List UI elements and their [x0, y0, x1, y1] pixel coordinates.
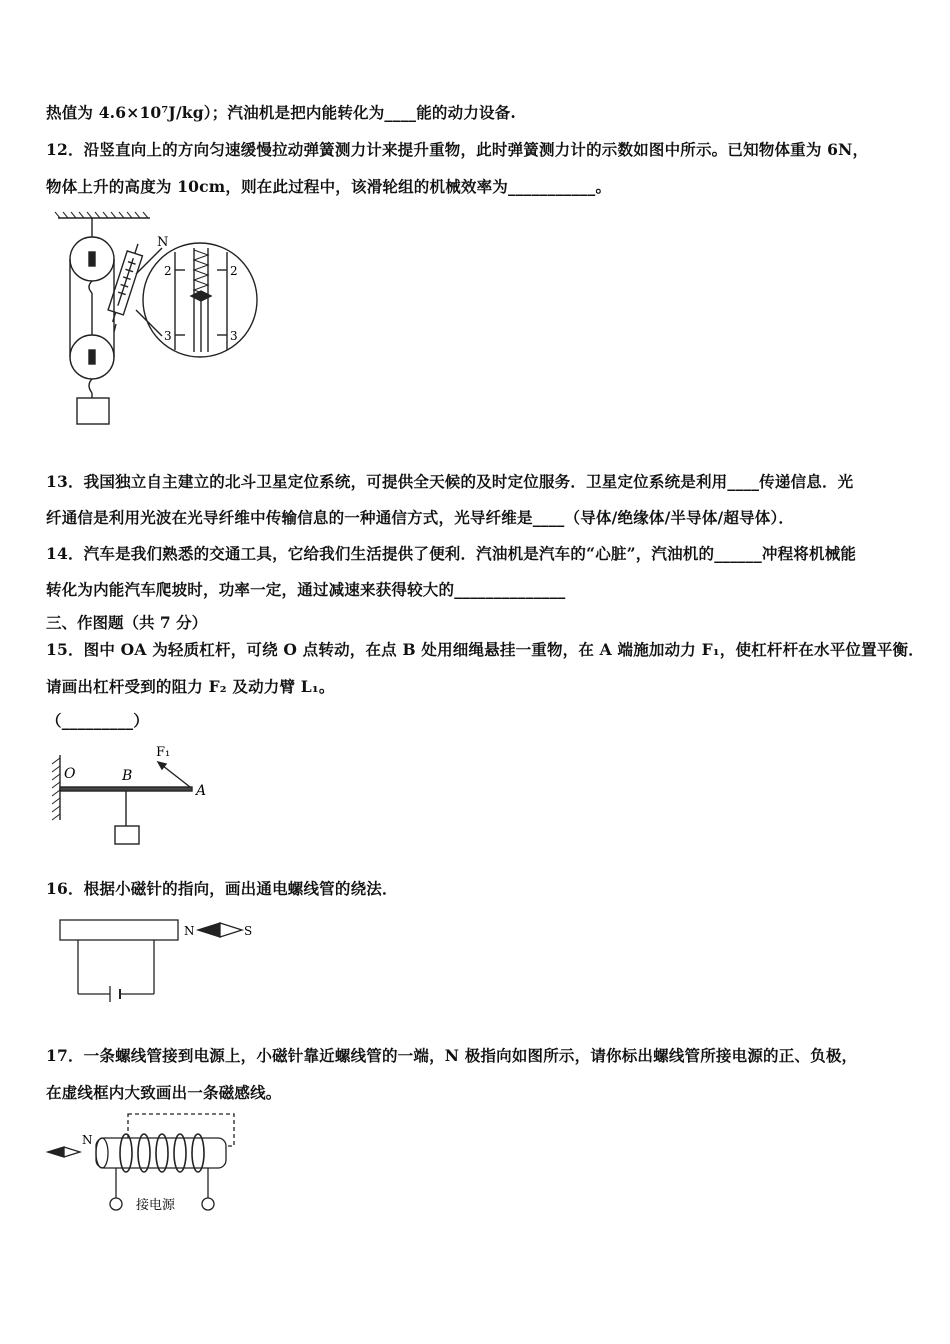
q14-line-1: 14．汽车是我们熟悉的交通工具，它给我们生活提供了便利．汽油机是汽车的“心脏”，汽油机的______冲程将机械能: [46, 544, 857, 563]
q15-answer-blank: （_________）: [46, 711, 149, 730]
scale-tick-2-right: 2: [230, 264, 238, 278]
q12-line-2: 物体上升的高度为 10cm，则在此过程中，该滑轮组的机械效率为___________。: [46, 177, 612, 196]
pulley-spring-scale-figure: [50, 212, 265, 432]
solenoid-circuit-figure: [58, 918, 258, 1000]
scale-tick-3-right: 3: [230, 329, 238, 343]
coil-figure: [46, 1112, 241, 1222]
compass-s-label: S: [244, 924, 253, 938]
lever-figure: [44, 740, 219, 850]
q13-line-2: 纤通信是利用光波在光导纤维中传输信息的一种通信方式，光导纤维是____（导体/绝缘体/半导体/超导体）．: [46, 508, 795, 527]
point-a-label: A: [196, 783, 207, 799]
q13-line-1: 13．我国独立自主建立的北斗卫星定位系统，可提供全天候的及时定位服务．卫星定位系统是利用____传递信息．光: [46, 472, 854, 491]
compass-n-label: N: [184, 924, 195, 938]
q12-line-1: 12．沿竖直向上的方向匀速缓慢拉动弹簧测力计来提升重物，此时弹簧测力计的示数如图中所示。已知物体重为 6N，: [46, 140, 869, 159]
scale-tick-3-left: 3: [164, 329, 172, 343]
q17-line-2: 在虚线框内大致画出一条磁感线。: [46, 1083, 282, 1102]
point-b-label: B: [122, 768, 133, 784]
scale-unit-label: N: [157, 235, 169, 250]
q11-tail-line: 热值为 4.6×10⁷J/kg）；汽油机是把内能转化为____能的动力设备.: [46, 103, 517, 122]
force-f1-label: F₁: [156, 745, 171, 760]
q14-line-2: 转化为内能汽车爬坡时，功率一定，通过减速来获得较大的______________: [46, 580, 566, 599]
compass-n-label: N: [82, 1133, 93, 1147]
scale-tick-2-left: 2: [164, 264, 172, 278]
q15-line-2: 请画出杠杆受到的阻力 F₂ 及动力臂 L₁。: [46, 677, 335, 696]
power-source-label: 接电源: [136, 1198, 176, 1213]
pivot-o-label: O: [64, 766, 76, 782]
q17-line-1: 17．一条螺线管接到电源上，小磁针靠近螺线管的一端，N 极指向如图所示，请你标出螺线管所接电源的正、负极，: [46, 1046, 858, 1065]
q16-line: 16．根据小磁针的指向，画出通电螺线管的绕法．: [46, 879, 398, 898]
section-heading: 三、作图题（共 7 分）: [46, 613, 208, 632]
q15-line-1: 15．图中 OA 为轻质杠杆，可绕 O 点转动，在点 B 处用细绳悬挂一重物，在 A 端施加动力 F₁，使杠杆杆在水平位置平衡．: [46, 640, 924, 659]
